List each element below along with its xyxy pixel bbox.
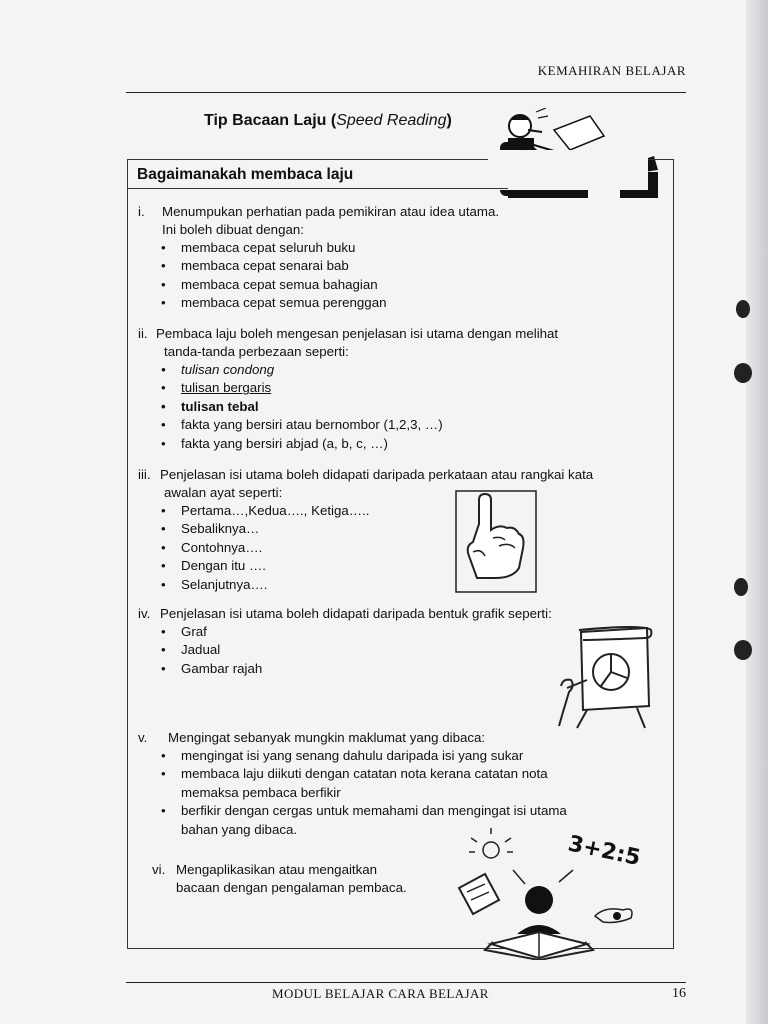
list-item: • fakta yang bersiri abjad (a, b, c, …)	[159, 435, 558, 453]
footer-title: MODUL BELAJAR CARA BELAJAR	[272, 986, 489, 1001]
frame-gap	[488, 150, 648, 190]
list-item: • Sebaliknya…	[159, 520, 593, 538]
section-v: v. Mengingat sebanyak mungkin maklumat yang dibaca: • mengingat isi yang senang dahulu daripada isi yang sukar • membaca laju diikuti dengan catatan nota kerana catatan nota memaksa pembaca berfikir • berfikir dengan cergas untuk memahami dan mengingat isi utama bahan yang dibaca.	[138, 729, 567, 839]
list-item: • tulisan bergaris	[159, 379, 558, 397]
list-item: • membaca cepat semua bahagian	[159, 276, 499, 294]
math-text: 3+2:5	[565, 831, 643, 872]
list-item: • fakta yang bersiri atau bernombor (1,2,3, …)	[159, 416, 558, 434]
box-heading: Bagaimanakah membaca laju	[137, 166, 354, 183]
list-item: • Gambar rajah	[159, 660, 552, 678]
list-item: • Dengan itu ….	[159, 557, 593, 575]
section-i: i. Menumpukan perhatian pada pemikiran atau idea utama. Ini boleh dibuat dengan: • membaca cepat seluruh buku • membaca cepat senarai bab • membaca cepat semua bahagian • membaca cepat semua perenggan	[138, 203, 499, 313]
list-item: • membaca cepat seluruh buku	[159, 239, 499, 257]
list-item: • tulisan tebal	[159, 398, 558, 416]
page-edge	[746, 0, 768, 1024]
list-item: • berfikir dengan cergas untuk memahami dan mengingat isi utama bahan yang dibaca.	[159, 802, 567, 839]
list-item: • Jadual	[159, 641, 552, 659]
student-reading-illustration	[455, 822, 655, 960]
page-number: 16	[672, 986, 686, 1001]
binder-hole	[734, 363, 752, 383]
binder-hole	[736, 300, 750, 318]
section-vi: vi. Mengaplikasikan atau mengaitkan bacaan dengan pengalaman pembaca.	[152, 862, 407, 895]
section-ii: ii. Pembaca laju boleh mengesan penjelasan isi utama dengan melihat tanda-tanda perbezaan seperti: • tulisan condong • tulisan bergaris • tulisan tebal • fakta yang bersiri atau bernombor (1,2,3, …) • fakta yang bersiri abjad (a, b, c, …)	[138, 325, 558, 453]
list-item: • tulisan condong	[159, 361, 558, 379]
section-iv: iv. Penjelasan isi utama boleh didapati daripada bentuk grafik seperti: • Graf • Jadual • Gambar rajah	[138, 605, 552, 678]
page-title: Tip Bacaan Laju (Speed Reading)	[204, 112, 452, 129]
pointing-finger-illustration	[455, 490, 537, 593]
section-iii: iii. Penjelasan isi utama boleh didapati daripada perkataan atau rangkai kata awalan ayat seperti: • Pertama…,Kedua…., Ketiga….. • Sebaliknya… • Contohnya…. • Dengan itu …. • Selanjutnya….	[138, 466, 593, 594]
footer-rule	[126, 982, 686, 983]
list-item: • Selanjutnya….	[159, 576, 593, 594]
list-item: • mengingat isi yang senang dahulu daripada isi yang sukar	[159, 747, 567, 765]
binder-hole	[734, 640, 752, 660]
list-item: • Contohnya….	[159, 539, 593, 557]
list-item: • Graf	[159, 623, 552, 641]
header-rule	[126, 92, 686, 93]
list-item: • Pertama…,Kedua…., Ketiga…..	[159, 502, 593, 520]
list-item: • membaca cepat semua perenggan	[159, 294, 499, 312]
list-item: • membaca laju diikuti dengan catatan nota kerana catatan nota memaksa pembaca berfikir	[159, 765, 567, 802]
heading-rule	[128, 188, 508, 189]
list-item: • membaca cepat senarai bab	[159, 257, 499, 275]
presentation-chart-illustration	[553, 626, 653, 730]
binder-hole	[734, 578, 748, 596]
page-header-title: KEMAHIRAN BELAJAR	[537, 63, 686, 78]
